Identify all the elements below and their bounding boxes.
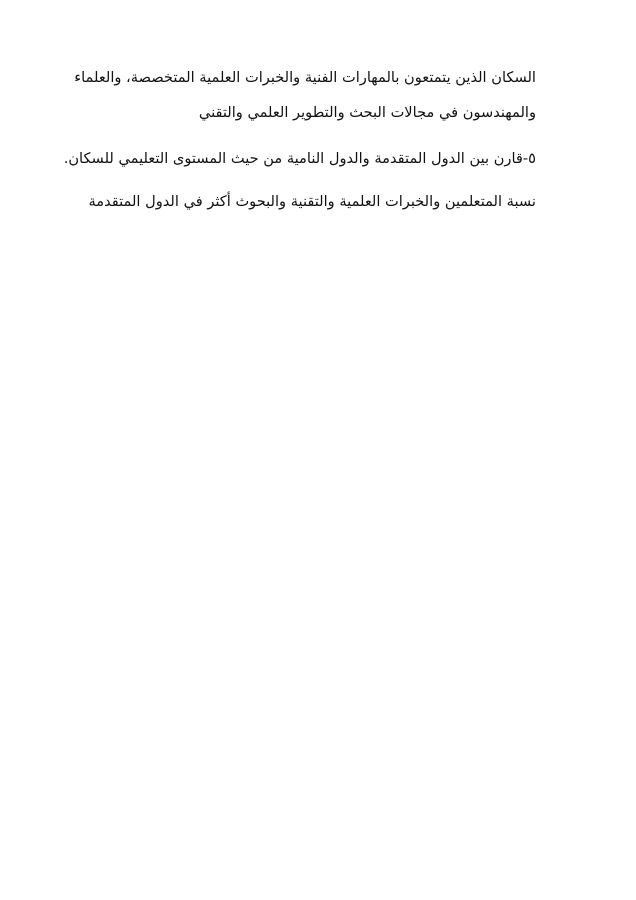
paragraph-line: والمهندسون في مجالات البحث والتطوير العلمي والتقني: [198, 104, 536, 121]
answer-line: نسبة المتعلمين والخبرات العلمية والتقنية والبحوث أكثر في الدول المتقدمة: [88, 193, 536, 210]
question-line: ٥-قارن بين الدول المتقدمة والدول النامية من حيث المستوى التعليمي للسكان.: [63, 150, 536, 167]
paragraph-line: السكان الذين يتمتعون بالمهارات الفنية والخبرات العلمية المتخصصة، والعلماء: [74, 69, 536, 86]
